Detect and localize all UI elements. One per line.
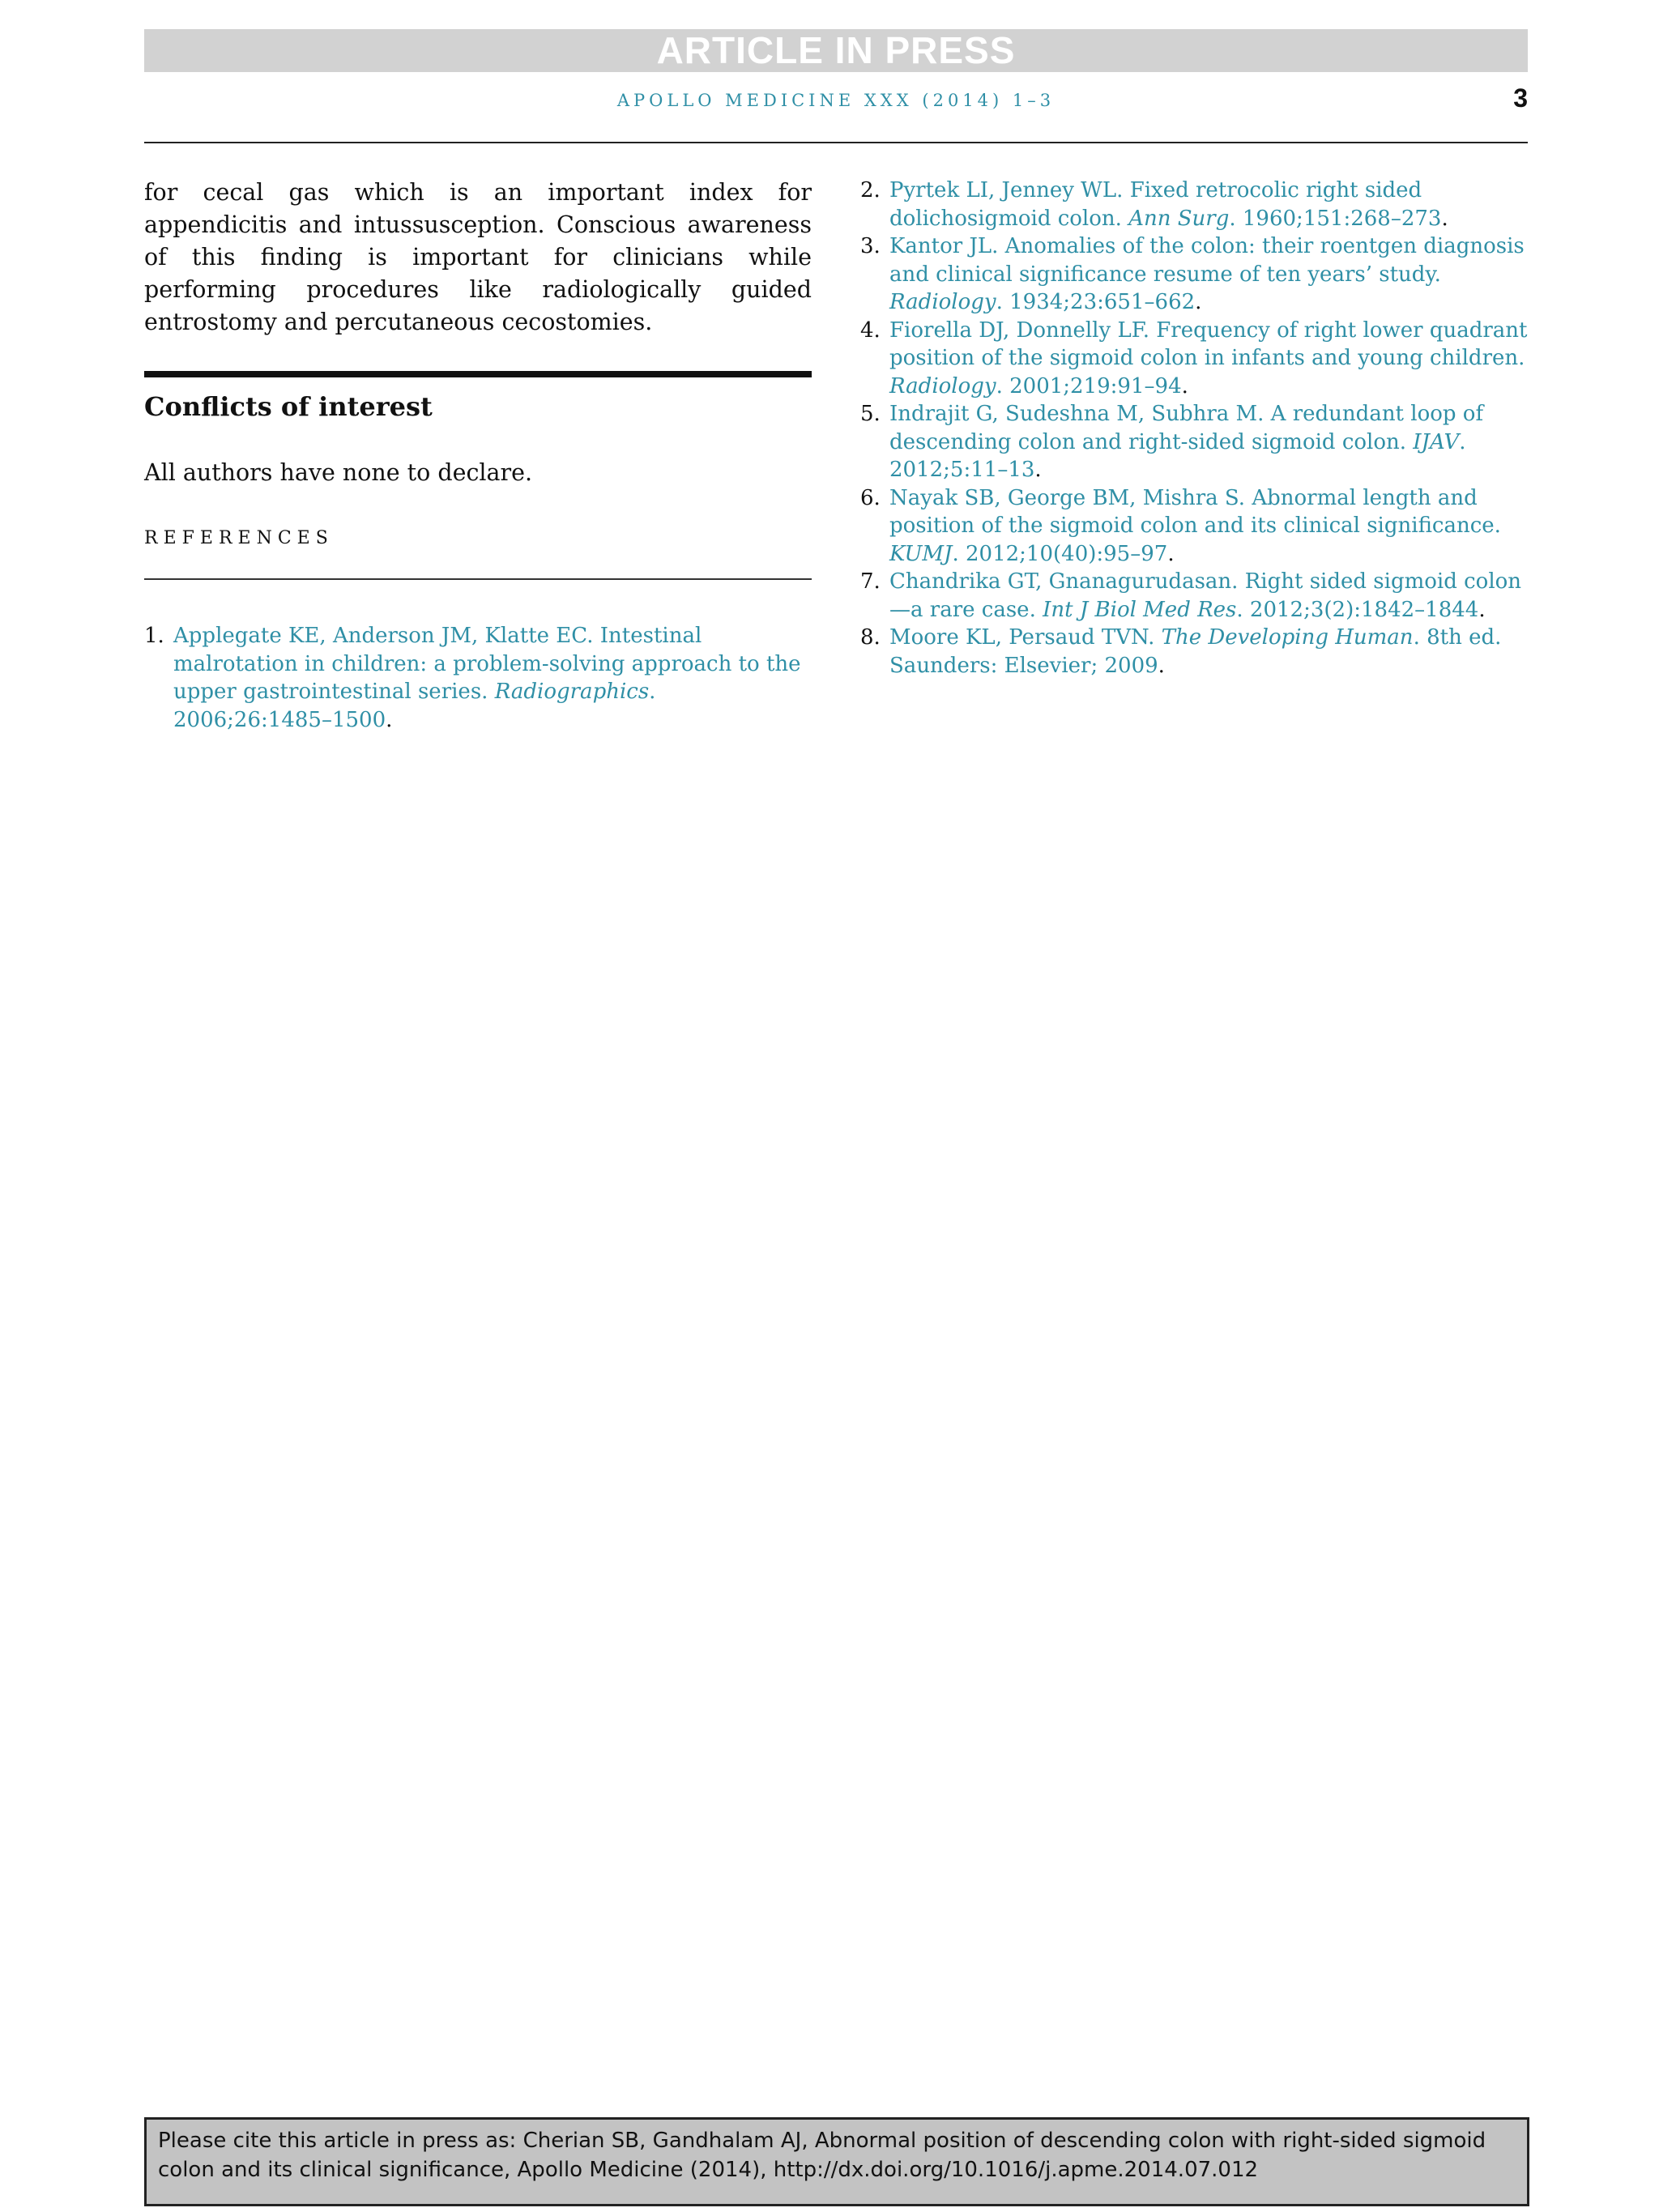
reference-details: . 2012;5:11–13	[889, 429, 1466, 482]
reference-link[interactable]	[173, 622, 812, 734]
reference-period: .	[1181, 373, 1188, 399]
reference-authors: Kantor JL. Anomalies of the colon: their roentgen diagnosis and clinical significance resume of ten years’ study.	[889, 234, 1525, 287]
reference-journal: KUMJ	[889, 541, 953, 566]
right-column	[860, 177, 1528, 680]
reference-item	[860, 232, 1528, 317]
reference-link[interactable]	[889, 317, 1528, 401]
reference-period: .	[1034, 458, 1042, 482]
conflicts-title: Conflicts of interest	[144, 391, 433, 422]
reference-details: . 2012;3(2):1842–1844	[1236, 597, 1479, 622]
article-in-press-banner: ARTICLE IN PRESS	[144, 29, 1528, 72]
reference-number: 8.	[860, 625, 881, 650]
reference-number: 4.	[860, 318, 881, 343]
references-heading: REFERENCES	[144, 528, 334, 548]
references-rule	[144, 578, 812, 580]
reference-number: 1.	[144, 624, 164, 648]
reference-period: .	[1478, 597, 1486, 622]
journal-running-header: APOLLO MEDICINE XXX (2014) 1–3	[616, 91, 1056, 110]
reference-period: .	[1158, 653, 1165, 678]
reference-period: .	[386, 707, 393, 732]
reference-authors: Chandrika GT, Gnanagurudasan. Right sided sigmoid colon—a rare case.	[889, 569, 1522, 622]
reference-journal: IJAV	[1413, 429, 1460, 454]
reference-number: 5.	[860, 402, 881, 426]
reference-details: . 8th ed. Saunders: Elsevier; 2009	[889, 625, 1502, 678]
reference-item	[860, 400, 1528, 484]
reference-item	[860, 568, 1528, 624]
header-rule	[144, 142, 1528, 143]
reference-period: .	[1441, 206, 1448, 231]
reference-authors: Moore KL, Persaud TVN.	[889, 625, 1162, 650]
reference-link[interactable]	[889, 484, 1528, 569]
left-column	[144, 177, 812, 734]
reference-authors: Nayak SB, George BM, Mishra S. Abnormal length and position of the sigmoid colon and its clinical significance.	[889, 485, 1501, 538]
reference-details: . 2001;219:91–94	[996, 373, 1182, 399]
reference-details: . 2012;10(40):95–97	[952, 541, 1168, 566]
reference-authors: Fiorella DJ, Donnelly LF. Frequency of right lower quadrant position of the sigmoid colon in infants and young children.	[889, 318, 1528, 370]
reference-journal: Ann Surg	[1128, 206, 1230, 231]
reference-link[interactable]	[889, 624, 1528, 680]
reference-authors: Applegate KE, Anderson JM, Klatte EC. Intestinal malrotation in children: a problem-solving approach to the upper gastrointestinal series.	[173, 624, 801, 704]
conflicts-text: All authors have none to declare.	[144, 459, 533, 486]
reference-journal: The Developing Human	[1161, 625, 1414, 650]
reference-item	[860, 484, 1528, 569]
reference-link[interactable]	[889, 232, 1528, 317]
reference-period: .	[1167, 541, 1175, 566]
reference-item	[144, 622, 812, 734]
reference-journal: Int J Biol Med Res	[1043, 597, 1237, 622]
reference-details: . 2006;26:1485–1500	[173, 680, 656, 732]
section-rule	[144, 371, 812, 377]
reference-link[interactable]	[889, 568, 1528, 624]
reference-number: 7.	[860, 569, 881, 594]
body-paragraph: for cecal gas which is an important index for appendicitis and intussusception. Conscious awareness of this finding is important for clinicians while performing procedures like radiologically guided entrostomy and percutaneous cecostomies.	[144, 179, 812, 335]
reference-journal: Radiology	[889, 373, 996, 399]
reference-link[interactable]	[889, 400, 1528, 484]
reference-details: . 1960;151:268–273	[1229, 206, 1442, 231]
reference-authors: Indrajit G, Sudeshna M, Subhra M. A redundant loop of descending colon and right-sided sigmoid colon.	[889, 402, 1484, 454]
reference-journal: Radiographics	[494, 680, 650, 704]
reference-link[interactable]	[889, 177, 1528, 232]
reference-journal: Radiology	[889, 290, 996, 314]
citation-box: Please cite this article in press as: Cherian SB, Gandhalam AJ, Abnormal position of descending colon with right-sided sigmoid colon and its clinical significance, Apollo Medicine (2014), http://dx.doi.org/10.1016/j.apme.2014.07.012	[144, 2117, 1529, 2206]
reference-item	[860, 624, 1528, 680]
reference-number: 6.	[860, 485, 881, 510]
reference-item	[860, 317, 1528, 401]
reference-details: . 1934;23:651–662	[996, 290, 1196, 314]
reference-number: 2.	[860, 178, 881, 202]
reference-authors: Pyrtek LI, Jenney WL. Fixed retrocolic right sided dolichosigmoid colon.	[889, 178, 1422, 231]
reference-item	[860, 177, 1528, 232]
reference-period: .	[1195, 290, 1202, 314]
page-number: 3	[1513, 83, 1528, 113]
reference-number: 3.	[860, 234, 881, 258]
